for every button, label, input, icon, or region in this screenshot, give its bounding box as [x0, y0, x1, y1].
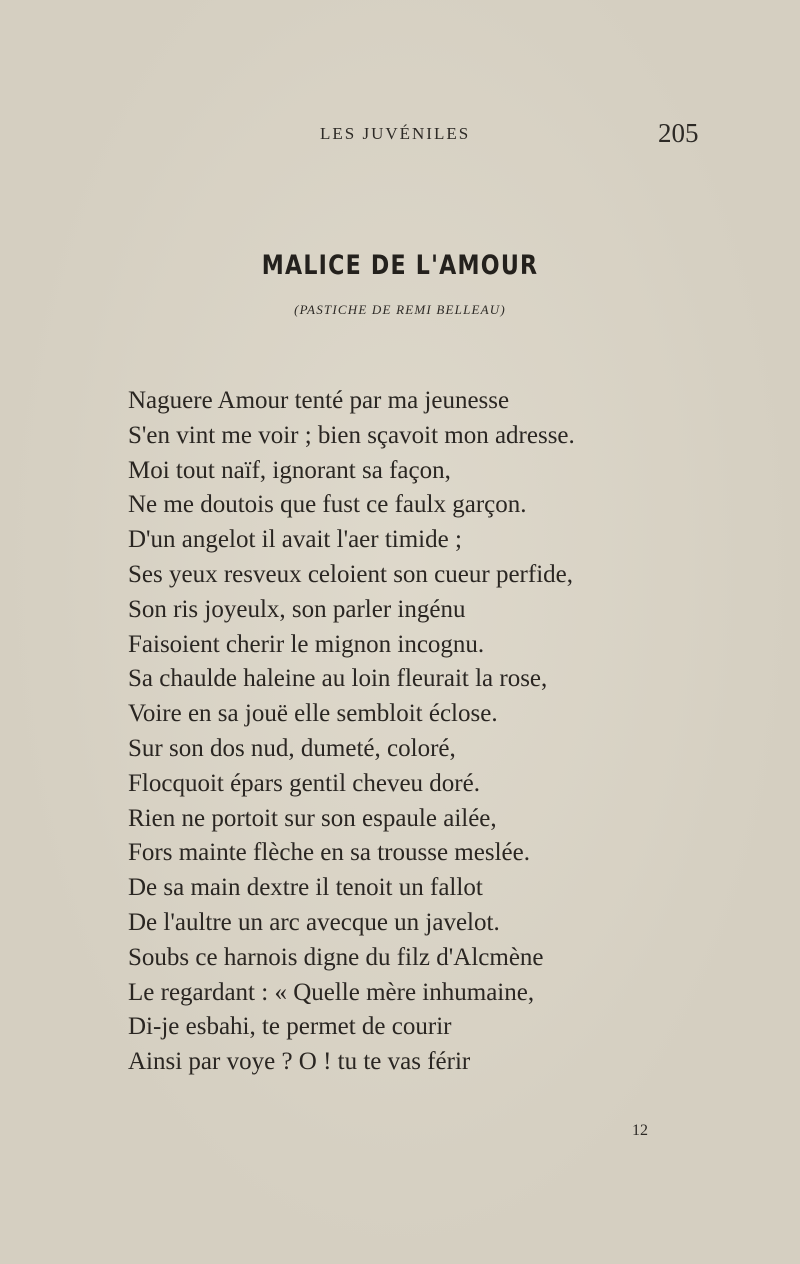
poem-line: Sur son dos nud, dumeté, coloré, [128, 734, 456, 762]
poem-line: Di-je esbahi, te permet de courir [128, 1013, 452, 1041]
poem-line: Naguere Amour tenté par ma jeunesse [128, 387, 510, 414]
poem-line: Faisoient cherir le mignon incognu. [128, 630, 485, 658]
poem-line: Sa chaulde haleine au loin fleurait la rose, [128, 665, 548, 693]
poem-line: Fors mainte flèche en sa trousse meslée. [128, 839, 530, 867]
page-number: 205 [658, 118, 699, 148]
poem-line: Son ris joyeulx, son parler ingénu [128, 595, 466, 623]
poem-subtitle: (PASTICHE DE REMI BELLEAU) [294, 302, 506, 317]
poem-line: Rien ne portoit sur son espaule ailée, [128, 804, 497, 832]
poem-line: Ainsi par voye ? O ! tu te vas férir [128, 1048, 471, 1076]
running-title: LES JUVÉNILES [320, 124, 471, 143]
poem-line: Voire en sa jouë elle sembloit éclose. [128, 700, 498, 728]
poem-line: Flocquoit épars gentil cheveu doré. [128, 769, 480, 797]
poem-body [128, 384, 748, 1080]
poem-line: Ses yeux resveux celoient son cueur perfide, [128, 560, 573, 588]
poem-line: S'en vint me voir ; bien sçavoit mon adresse. [128, 421, 575, 449]
poem-line: De l'aultre un arc avecque un javelot. [128, 908, 500, 936]
poem-line: De sa main dextre il tenoit un fallot [128, 874, 483, 902]
poem-title: MALICE DE L'AMOUR [261, 250, 539, 281]
poem-line: D'un angelot il avait l'aer timide ; [128, 526, 462, 554]
signature-mark: 12 [632, 1122, 648, 1139]
poem-line: Moi tout naïf, ignorant sa façon, [128, 456, 451, 484]
poem-line: Soubs ce harnois digne du filz d'Alcmène [128, 943, 544, 971]
poem-line: Le regardant : « Quelle mère inhumaine, [128, 978, 535, 1006]
poem-line: Ne me doutois que fust ce faulx garçon. [128, 491, 527, 519]
